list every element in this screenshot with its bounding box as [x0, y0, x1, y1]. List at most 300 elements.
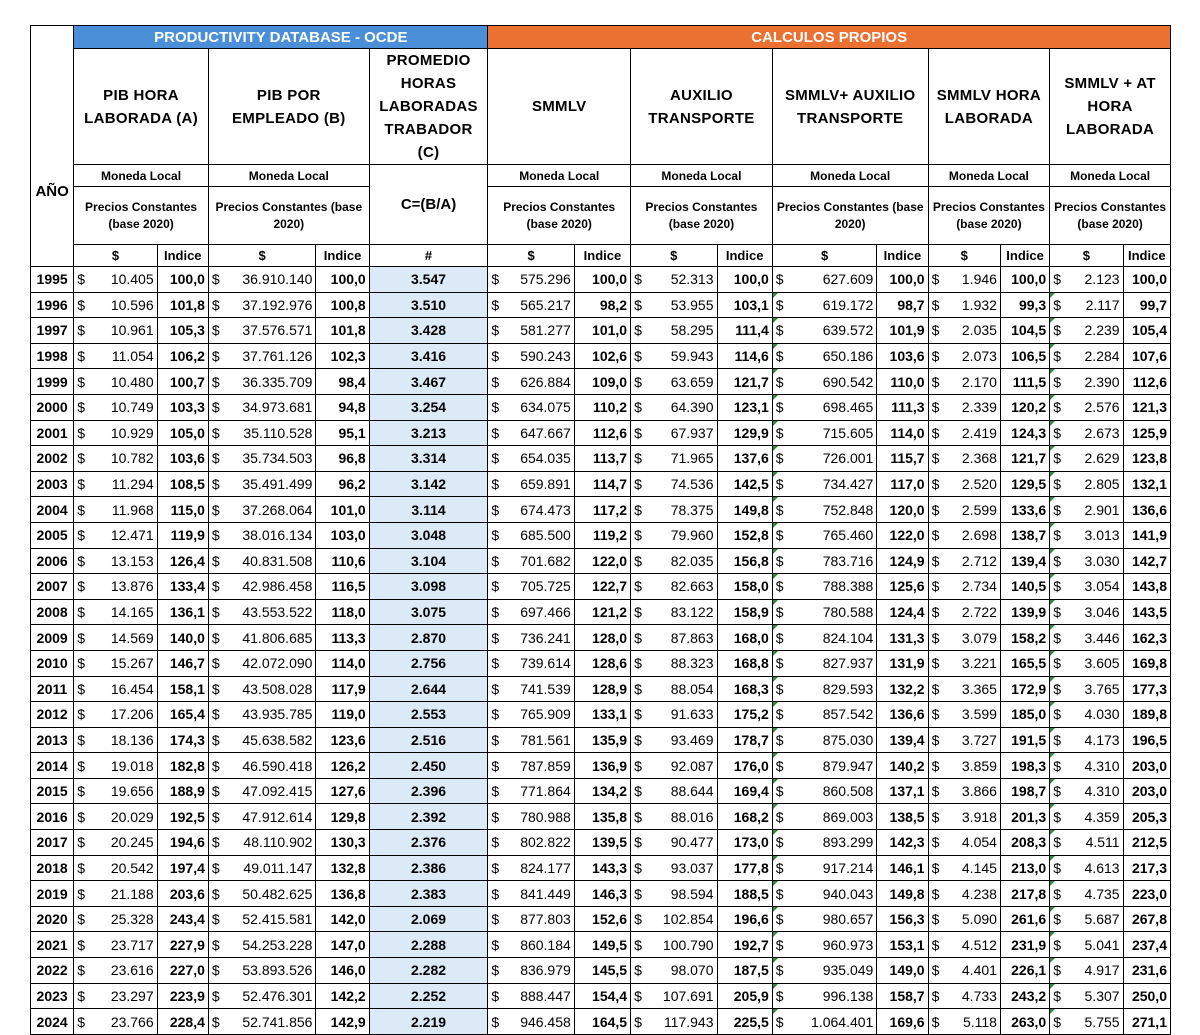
- value-cell: [208, 369, 316, 395]
- productivity-table: [30, 25, 1171, 1035]
- amount: 67.937: [670, 424, 714, 441]
- index-cell: 267,8: [1123, 906, 1170, 932]
- amount: 3.866: [961, 783, 997, 800]
- precios-label: Precios Constantes (base 2020): [1050, 187, 1171, 245]
- index-cell: 217,3: [1123, 855, 1170, 881]
- currency-symbol: $: [634, 348, 642, 365]
- value-cell: [1050, 522, 1123, 548]
- index-cell: 103,6: [877, 343, 928, 369]
- amount: 3.030: [1084, 552, 1120, 569]
- amount: 48.110.902: [243, 834, 313, 851]
- value-cell: [772, 625, 877, 651]
- index-cell: 118,0: [316, 599, 369, 625]
- amount: 2.284: [1084, 348, 1120, 365]
- value-cell: [1050, 650, 1123, 676]
- value-cell: [631, 292, 717, 318]
- amount: 2.698: [961, 527, 997, 544]
- currency-symbol: $: [775, 501, 784, 518]
- amount: 860.508: [822, 783, 874, 800]
- index-cell: 129,8: [316, 804, 369, 830]
- table-row: [31, 267, 1171, 293]
- index-cell: 119,0: [316, 702, 369, 728]
- value-cell: [208, 267, 316, 293]
- index-cell: 107,6: [1123, 343, 1170, 369]
- currency-symbol: $: [491, 834, 500, 851]
- amount: 4.613: [1084, 859, 1120, 876]
- promedio-cell: 2.396: [369, 778, 488, 804]
- currency-symbol: $: [211, 680, 220, 697]
- currency-symbol: $: [77, 706, 86, 723]
- value-cell: [1050, 471, 1123, 497]
- currency-symbol: $: [77, 680, 86, 697]
- amount: 888.447: [520, 987, 571, 1004]
- amount: 11.054: [111, 348, 154, 365]
- currency-symbol: $: [77, 296, 86, 313]
- index-cell: 103,0: [316, 522, 369, 548]
- value-cell: [208, 343, 316, 369]
- currency-symbol: $: [491, 783, 500, 800]
- amount: 935.049: [822, 962, 874, 979]
- index-cell: 182,8: [157, 753, 208, 779]
- value-cell: [74, 804, 157, 830]
- value-cell: [631, 343, 717, 369]
- value-cell: [631, 625, 717, 651]
- amount: 3.727: [961, 731, 997, 748]
- moneda-label: Moneda Local: [631, 165, 773, 187]
- index-cell: 223,9: [157, 983, 208, 1009]
- value-cell: [1050, 778, 1123, 804]
- promedio-cell: 3.114: [369, 497, 488, 523]
- year-header: AÑO: [31, 26, 74, 267]
- currency-symbol: $: [491, 501, 500, 518]
- dollar-label: $: [772, 245, 877, 267]
- currency-symbol: $: [775, 476, 784, 493]
- currency-symbol: $: [491, 578, 500, 595]
- amount: 64.390: [670, 399, 714, 416]
- currency-symbol: $: [77, 322, 86, 339]
- value-cell: [208, 574, 316, 600]
- amount: 581.277: [520, 322, 571, 339]
- currency-symbol: $: [1053, 629, 1061, 646]
- index-cell: 141,9: [1123, 522, 1170, 548]
- index-cell: 128,6: [574, 650, 630, 676]
- value-cell: [488, 676, 574, 702]
- value-cell: [208, 932, 316, 958]
- currency-symbol: $: [931, 296, 940, 313]
- currency-symbol: $: [77, 552, 86, 569]
- currency-symbol: $: [77, 348, 86, 365]
- index-cell: 146,1: [877, 855, 928, 881]
- index-cell: 121,2: [574, 599, 630, 625]
- value-cell: [74, 599, 157, 625]
- value-cell: [488, 753, 574, 779]
- amount: 2.390: [1084, 373, 1120, 390]
- currency-symbol: $: [775, 987, 784, 1004]
- index-cell: 138,5: [877, 804, 928, 830]
- amount: 698.465: [822, 399, 874, 416]
- amount: 659.891: [520, 476, 571, 493]
- index-cell: 114,7: [574, 471, 630, 497]
- table-row: [31, 471, 1171, 497]
- index-cell: 153,1: [877, 932, 928, 958]
- currency-symbol: $: [931, 604, 940, 621]
- promedio-cell: 2.516: [369, 727, 488, 753]
- currency-symbol: $: [77, 1013, 86, 1030]
- value-cell: [1050, 932, 1123, 958]
- value-cell: [772, 804, 877, 830]
- value-cell: [772, 881, 877, 907]
- currency-symbol: $: [931, 527, 940, 544]
- amount: 88.016: [670, 808, 714, 825]
- currency-symbol: $: [491, 373, 500, 390]
- amount: 2.368: [961, 450, 997, 467]
- index-cell: 112,6: [574, 420, 630, 446]
- index-cell: 131,3: [877, 625, 928, 651]
- value-cell: [1050, 548, 1123, 574]
- amount: 83.122: [670, 604, 714, 621]
- currency-symbol: $: [491, 936, 500, 953]
- index-cell: 123,6: [316, 727, 369, 753]
- precios-label: Precios Constantes (base 2020): [74, 187, 209, 245]
- currency-symbol: $: [491, 424, 500, 441]
- index-cell: 197,4: [157, 855, 208, 881]
- value-cell: [208, 471, 316, 497]
- indice-label: Indice: [574, 245, 630, 267]
- index-cell: 126,2: [316, 753, 369, 779]
- amount: 14.569: [110, 629, 154, 646]
- index-cell: 205,3: [1123, 804, 1170, 830]
- value-cell: [488, 830, 574, 856]
- currency-symbol: $: [77, 783, 86, 800]
- currency-symbol: $: [491, 450, 500, 467]
- amount: 5.687: [1084, 911, 1120, 928]
- index-cell: 96,8: [316, 446, 369, 472]
- currency-symbol: $: [775, 450, 784, 467]
- amount: 52.741.856: [242, 1013, 313, 1030]
- value-cell: [74, 420, 157, 446]
- index-cell: 120,0: [877, 497, 928, 523]
- value-cell: [631, 753, 717, 779]
- index-cell: 102,3: [316, 343, 369, 369]
- table-container: [30, 25, 1171, 1035]
- index-cell: 129,5: [1000, 471, 1049, 497]
- value-cell: [772, 343, 877, 369]
- index-cell: 122,7: [574, 574, 630, 600]
- index-cell: 119,9: [157, 522, 208, 548]
- amount: 34.973.681: [242, 399, 313, 416]
- value-cell: [74, 778, 157, 804]
- index-cell: 99,3: [1000, 292, 1049, 318]
- year-cell: 2005: [31, 522, 74, 548]
- amount: 2.805: [1084, 476, 1120, 493]
- value-cell: [1050, 599, 1123, 625]
- amount: 765.460: [822, 527, 874, 544]
- value-cell: [488, 267, 574, 293]
- currency-symbol: $: [211, 450, 220, 467]
- moneda-label: Moneda Local: [488, 165, 631, 187]
- index-cell: 123,1: [717, 394, 772, 420]
- currency-symbol: $: [634, 424, 642, 441]
- amount: 10.480: [110, 373, 154, 390]
- promedio-cell: 2.756: [369, 650, 488, 676]
- amount: 2.339: [961, 399, 997, 416]
- currency-symbol: $: [211, 757, 220, 774]
- index-cell: 100,0: [574, 267, 630, 293]
- amount: 88.323: [670, 655, 714, 672]
- value-cell: [488, 599, 574, 625]
- amount: 13.153: [110, 552, 154, 569]
- table-row: [31, 625, 1171, 651]
- index-cell: 101,0: [574, 318, 630, 344]
- amount: 3.918: [961, 808, 997, 825]
- table-row: [31, 599, 1171, 625]
- index-cell: 120,2: [1000, 394, 1049, 420]
- amount: 47.912.614: [242, 808, 313, 825]
- index-cell: 154,4: [574, 983, 630, 1009]
- currency-symbol: $: [491, 552, 500, 569]
- moneda-label: Moneda Local: [1050, 165, 1171, 187]
- index-cell: 168,2: [717, 804, 772, 830]
- currency-symbol: $: [491, 1013, 500, 1030]
- currency-symbol: $: [211, 987, 220, 1004]
- index-cell: 177,8: [717, 855, 772, 881]
- currency-symbol: $: [931, 348, 940, 365]
- index-cell: 201,3: [1000, 804, 1049, 830]
- value-cell: [208, 599, 316, 625]
- value-cell: [208, 650, 316, 676]
- index-cell: 121,3: [1123, 394, 1170, 420]
- currency-symbol: $: [775, 527, 784, 544]
- amount: 980.657: [822, 911, 874, 928]
- amount: 2.520: [961, 476, 997, 493]
- currency-symbol: $: [211, 527, 220, 544]
- amount: 21.188: [110, 885, 154, 902]
- index-cell: 271,1: [1123, 1009, 1170, 1035]
- index-cell: 203,6: [157, 881, 208, 907]
- value-cell: [488, 394, 574, 420]
- value-cell: [74, 983, 157, 1009]
- currency-symbol: $: [634, 808, 642, 825]
- value-cell: [74, 471, 157, 497]
- value-cell: [488, 574, 574, 600]
- value-cell: [488, 318, 574, 344]
- currency-symbol: $: [1053, 527, 1061, 544]
- amount: 10.596: [110, 296, 154, 313]
- currency-symbol: $: [77, 476, 86, 493]
- value-cell: [74, 753, 157, 779]
- index-cell: 212,5: [1123, 830, 1170, 856]
- index-cell: 111,4: [717, 318, 772, 344]
- value-cell: [631, 420, 717, 446]
- auxilio-header: AUXILIO TRANSPORTE: [631, 49, 773, 165]
- index-cell: 124,9: [877, 548, 928, 574]
- promedio-cell: 3.467: [369, 369, 488, 395]
- currency-symbol: $: [491, 859, 500, 876]
- currency-symbol: $: [77, 604, 86, 621]
- currency-symbol: $: [775, 604, 784, 621]
- value-cell: [772, 267, 877, 293]
- amount: 715.605: [822, 424, 874, 441]
- currency-symbol: $: [931, 757, 940, 774]
- amount: 781.561: [520, 731, 571, 748]
- value-cell: [208, 292, 316, 318]
- index-cell: 198,7: [1000, 778, 1049, 804]
- value-cell: [928, 958, 1000, 984]
- value-cell: [631, 702, 717, 728]
- value-cell: [631, 830, 717, 856]
- amount: 836.979: [520, 962, 571, 979]
- amount: 877.803: [520, 911, 571, 928]
- table-row: [31, 702, 1171, 728]
- amount: 827.937: [822, 655, 874, 672]
- value-cell: [74, 497, 157, 523]
- value-cell: [631, 394, 717, 420]
- index-cell: 115,7: [877, 446, 928, 472]
- currency-symbol: $: [634, 962, 642, 979]
- currency-symbol: $: [775, 348, 784, 365]
- value-cell: [631, 446, 717, 472]
- amount: 4.145: [961, 859, 997, 876]
- index-cell: 128,9: [574, 676, 630, 702]
- currency-symbol: $: [491, 348, 500, 365]
- year-cell: 2012: [31, 702, 74, 728]
- index-cell: 142,2: [316, 983, 369, 1009]
- currency-symbol: $: [1053, 680, 1061, 697]
- currency-symbol: $: [931, 373, 940, 390]
- currency-symbol: $: [775, 271, 784, 288]
- value-cell: [772, 471, 877, 497]
- currency-symbol: $: [1053, 859, 1061, 876]
- value-cell: [74, 318, 157, 344]
- year-cell: 2014: [31, 753, 74, 779]
- currency-symbol: $: [1053, 936, 1061, 953]
- currency-symbol: $: [931, 936, 940, 953]
- amount: 52.476.301: [242, 987, 313, 1004]
- index-cell: 140,0: [157, 625, 208, 651]
- index-cell: 110,0: [877, 369, 928, 395]
- currency-symbol: $: [1053, 757, 1061, 774]
- value-cell: [928, 292, 1000, 318]
- amount: 79.960: [670, 527, 714, 544]
- year-cell: 2004: [31, 497, 74, 523]
- promedio-cell: 2.376: [369, 830, 488, 856]
- currency-symbol: $: [77, 501, 86, 518]
- value-cell: [631, 267, 717, 293]
- currency-symbol: $: [634, 527, 642, 544]
- promedio-cell: 3.254: [369, 394, 488, 420]
- amount: 893.299: [822, 834, 874, 851]
- amount: 23.297: [110, 987, 154, 1004]
- currency-symbol: $: [491, 962, 500, 979]
- amount: 1.946: [961, 271, 997, 288]
- index-cell: 187,5: [717, 958, 772, 984]
- index-cell: 205,9: [717, 983, 772, 1009]
- amount: 12.471: [110, 527, 154, 544]
- currency-symbol: $: [491, 322, 500, 339]
- amount: 3.365: [961, 680, 997, 697]
- amount: 20.029: [110, 808, 154, 825]
- index-cell: 162,3: [1123, 625, 1170, 651]
- value-cell: [488, 369, 574, 395]
- year-cell: 2002: [31, 446, 74, 472]
- currency-symbol: $: [211, 296, 220, 313]
- amount: 2.734: [961, 578, 997, 595]
- smmlv-header: SMMLV: [488, 49, 631, 165]
- currency-symbol: $: [931, 987, 940, 1004]
- amount: 5.755: [1084, 1013, 1120, 1030]
- smmlv-at-hora-header: SMMLV + AT HORA LABORADA: [1050, 49, 1171, 165]
- table-row: [31, 804, 1171, 830]
- moneda-label: Moneda Local: [928, 165, 1050, 187]
- amount: 23.717: [110, 936, 154, 953]
- value-cell: [631, 983, 717, 1009]
- moneda-label: Moneda Local: [772, 165, 928, 187]
- value-cell: [772, 318, 877, 344]
- currency-symbol: $: [211, 373, 220, 390]
- index-cell: 113,3: [316, 625, 369, 651]
- currency-symbol: $: [931, 322, 940, 339]
- value-cell: [488, 343, 574, 369]
- index-cell: 143,3: [574, 855, 630, 881]
- currency-symbol: $: [211, 552, 220, 569]
- value-cell: [74, 676, 157, 702]
- amount: 4.173: [1084, 731, 1120, 748]
- amount: 2.419: [961, 424, 997, 441]
- index-cell: 103,6: [157, 446, 208, 472]
- currency-symbol: $: [775, 552, 784, 569]
- value-cell: [631, 958, 717, 984]
- currency-symbol: $: [211, 911, 220, 928]
- value-cell: [488, 983, 574, 1009]
- value-cell: [631, 318, 717, 344]
- currency-symbol: $: [1053, 604, 1061, 621]
- amount: 4.238: [961, 885, 997, 902]
- value-cell: [488, 625, 574, 651]
- index-cell: 149,5: [574, 932, 630, 958]
- amount: 829.593: [822, 680, 874, 697]
- index-cell: 101,9: [877, 318, 928, 344]
- value-cell: [208, 958, 316, 984]
- amount: 4.917: [1084, 962, 1120, 979]
- index-cell: 146,0: [316, 958, 369, 984]
- amount: 619.172: [822, 296, 874, 313]
- value-cell: [928, 548, 1000, 574]
- value-cell: [488, 881, 574, 907]
- value-cell: [631, 574, 717, 600]
- currency-symbol: $: [77, 885, 86, 902]
- index-cell: 102,6: [574, 343, 630, 369]
- amount: 47.092.415: [242, 783, 313, 800]
- promedio-cell: 3.510: [369, 292, 488, 318]
- amount: 734.427: [822, 476, 874, 493]
- amount: 102.854: [662, 911, 714, 928]
- value-cell: [772, 778, 877, 804]
- currency-symbol: $: [491, 987, 500, 1004]
- year-cell: 2001: [31, 420, 74, 446]
- currency-symbol: $: [634, 655, 642, 672]
- currency-symbol: $: [775, 731, 784, 748]
- value-cell: [631, 727, 717, 753]
- value-cell: [772, 497, 877, 523]
- amount: 783.716: [822, 552, 874, 569]
- currency-symbol: $: [491, 706, 500, 723]
- index-cell: 106,2: [157, 343, 208, 369]
- currency-symbol: $: [775, 706, 784, 723]
- amount: 802.822: [520, 834, 571, 851]
- value-cell: [1050, 855, 1123, 881]
- value-cell: [1050, 830, 1123, 856]
- promedio-cell: 2.069: [369, 906, 488, 932]
